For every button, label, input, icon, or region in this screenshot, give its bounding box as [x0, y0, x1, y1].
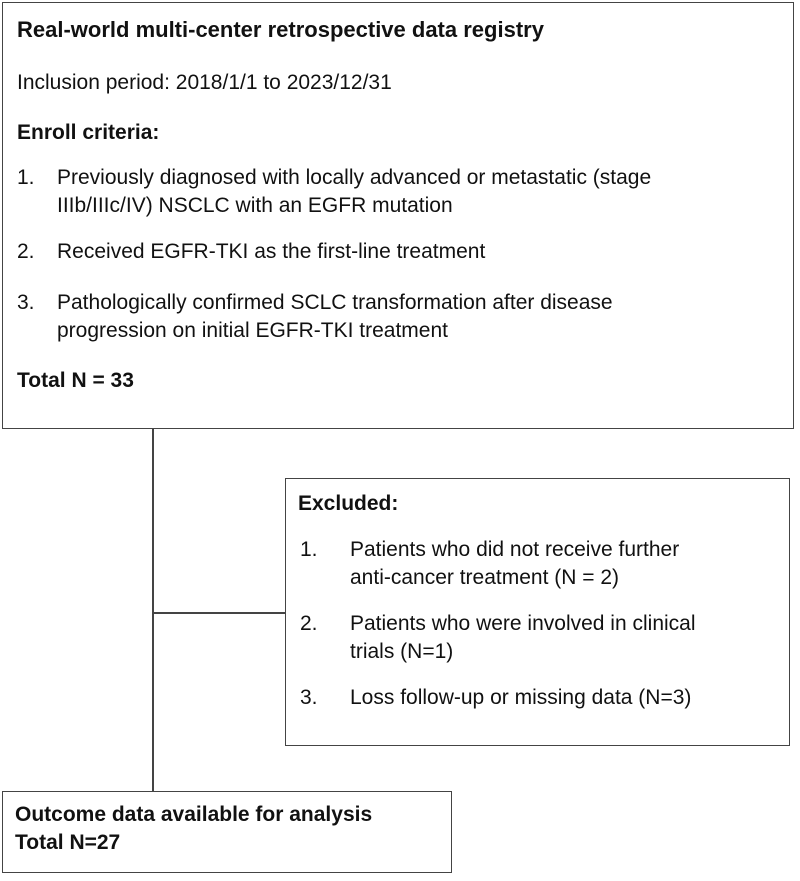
excluded-text: anti-cancer treatment (N = 2): [350, 566, 620, 589]
excluded-text: trials (N=1): [350, 640, 454, 663]
outcome-title: Outcome data available for analysis: [15, 803, 373, 826]
registry-box: [2, 2, 794, 429]
criterion-text: Previously diagnosed with locally advanced or metastatic (stage: [57, 166, 652, 189]
registry-total: Total N = 33: [17, 369, 134, 392]
excluded-text: Loss follow-up or missing data (N=3): [350, 686, 692, 709]
criterion-number: 1.: [17, 166, 35, 189]
outcome-total: Total N=27: [15, 831, 121, 854]
excluded-text: Patients who did not receive further: [350, 538, 680, 561]
registry-title: Real-world multi-center retrospective data registry: [17, 17, 544, 42]
enroll-criteria-heading: Enroll criteria:: [17, 121, 160, 144]
excluded-number: 1.: [300, 538, 318, 561]
criterion-number: 2.: [17, 240, 35, 263]
inclusion-period: Inclusion period: 2018/1/1 to 2023/12/31: [17, 71, 392, 94]
main-vertical-connector: [152, 428, 154, 792]
criterion-text: Received EGFR-TKI as the first-line treatment: [57, 240, 486, 263]
excluded-number: 2.: [300, 612, 318, 635]
excluded-text: Patients who were involved in clinical: [350, 612, 696, 635]
criterion-number: 3.: [17, 291, 35, 314]
criterion-text: Pathologically confirmed SCLC transformation after disease: [57, 291, 613, 314]
criterion-text: IIIb/IIIc/IV) NSCLC with an EGFR mutation: [57, 194, 453, 217]
outcome-box: [2, 791, 452, 873]
excluded-heading: Excluded:: [298, 492, 399, 515]
excluded-box: [285, 478, 790, 746]
criterion-text: progression on initial EGFR-TKI treatment: [57, 319, 448, 342]
exclusion-horizontal-connector: [152, 612, 285, 614]
excluded-number: 3.: [300, 686, 318, 709]
